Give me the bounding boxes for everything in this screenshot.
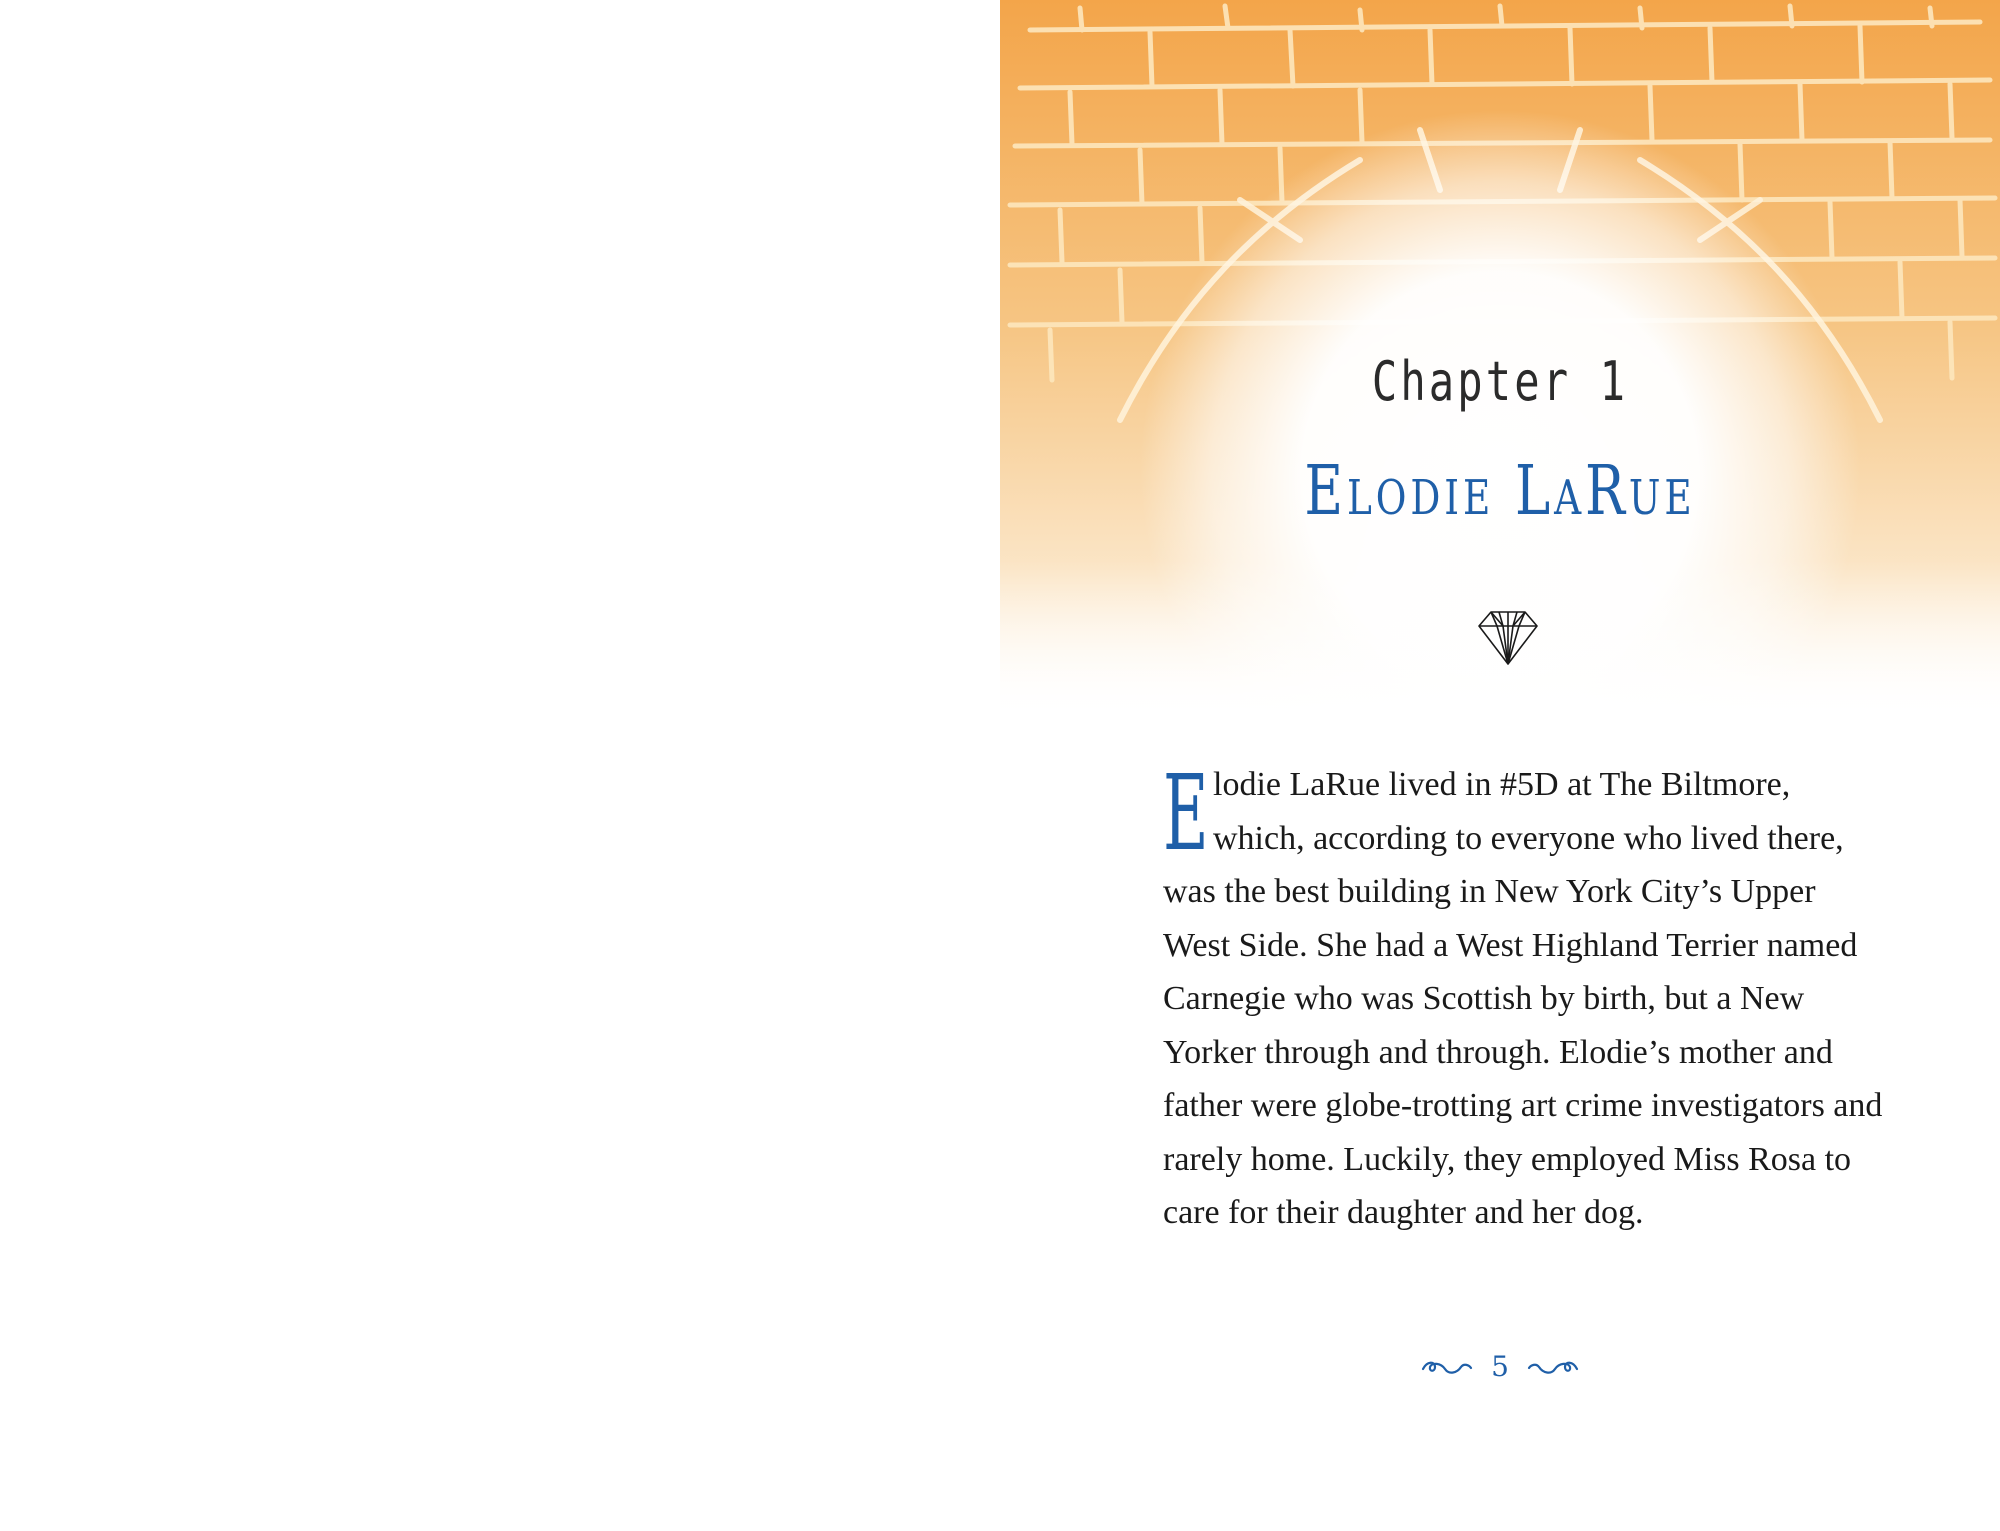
diamond-icon	[1477, 608, 1539, 666]
page-footer	[1000, 1350, 2000, 1383]
swirl-flourish-icon	[1421, 1357, 1473, 1377]
page-number: 5	[1491, 1350, 1509, 1383]
body-text-content: lodie LaRue lived in #5D at The Biltmore, which, according to everyone who lived there, was the best building in New York City’s Upper West Side. She had a West Highland Terrier named Carnegie who was Scottish by birth, but a New Yorker through and through. Elodie’s mother and father were globe-trotting art crime investigators and rarely home. Luckily, they employed Miss Rosa to care for their daughter and her dog.	[1163, 766, 1883, 1231]
chapter-title: Elodie LaRue	[1304, 452, 1696, 531]
chapter-label: Chapter 1	[1371, 350, 1629, 413]
swirl-flourish-icon	[1527, 1357, 1579, 1377]
chapter-body-paragraph	[1163, 752, 1883, 1240]
drop-cap-letter: E	[1163, 752, 1209, 874]
right-page	[1000, 0, 2000, 1531]
